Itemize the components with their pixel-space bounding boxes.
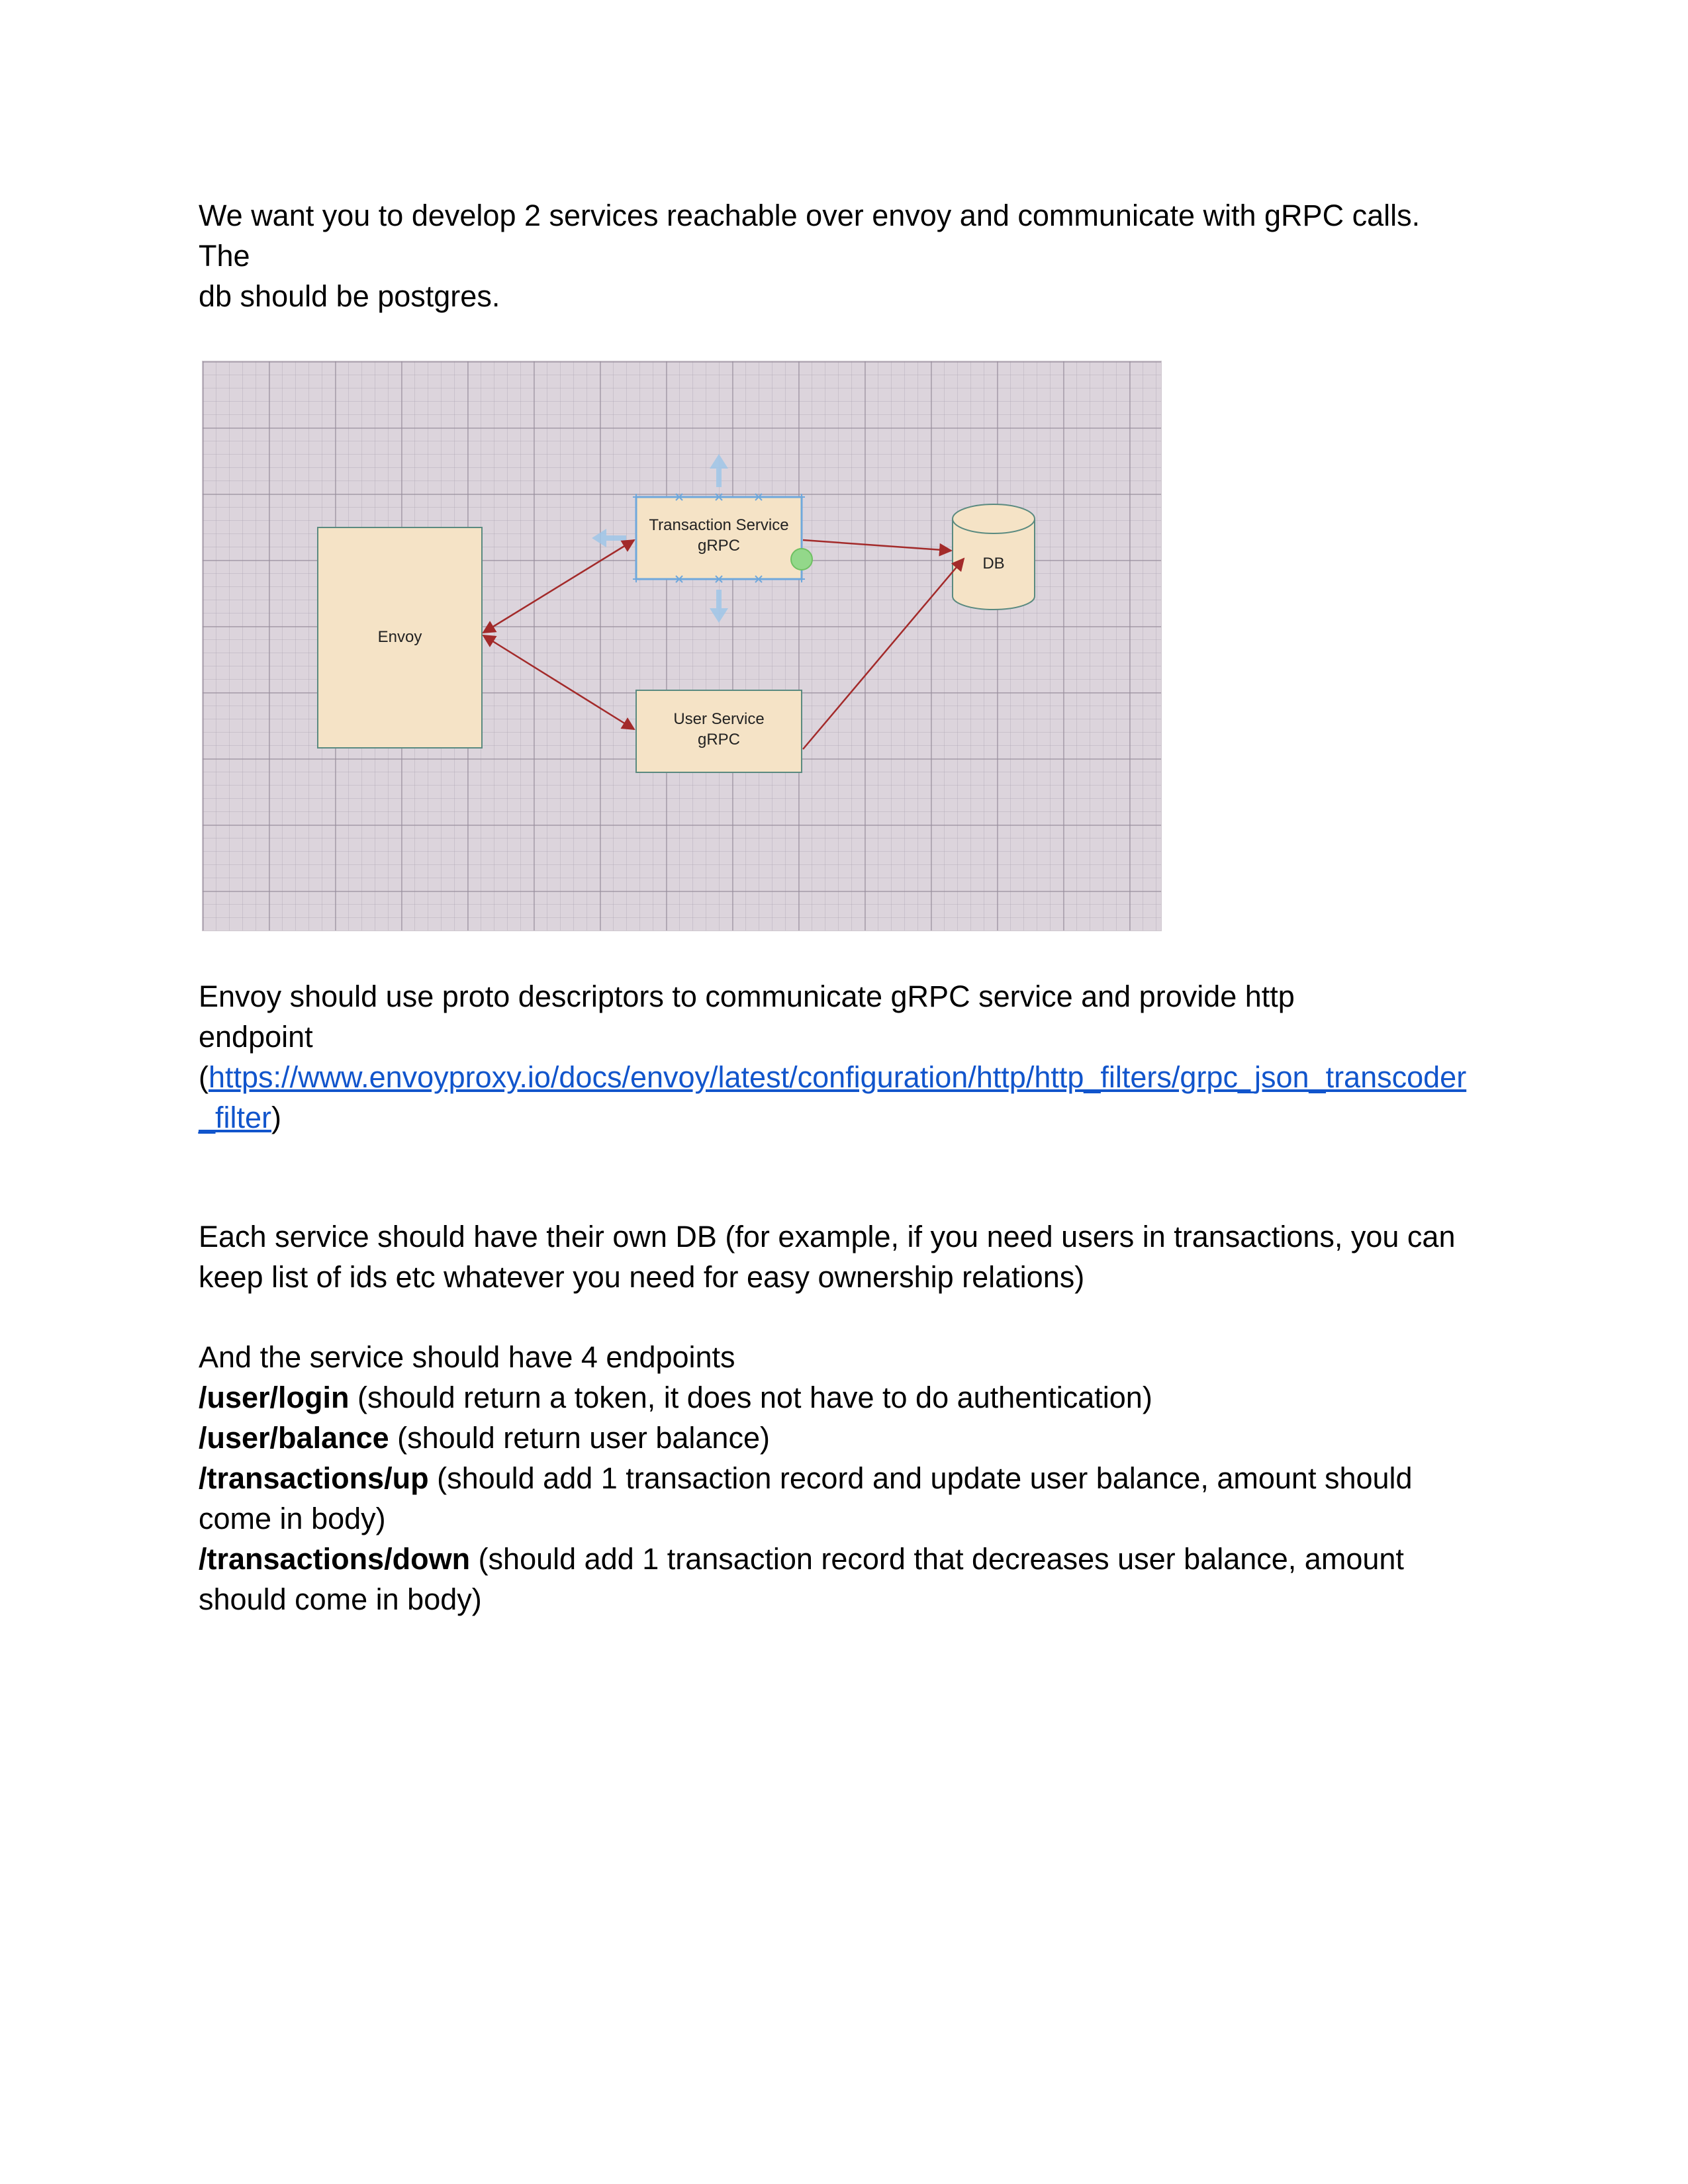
endpoint-desc: (should return a token, it does not have to do authentication) (349, 1381, 1152, 1414)
paren-open: ( (199, 1060, 209, 1094)
user-db-arrow (803, 559, 964, 749)
endpoint-down (199, 1539, 1509, 1579)
db-line-2: keep list of ids etc whatever you need for easy ownership relations) (199, 1260, 1085, 1294)
endpoint-up (199, 1458, 1509, 1498)
endpoint-path: /user/balance (199, 1421, 389, 1455)
endpoint-balance (199, 1418, 1509, 1458)
user-grpc-label: gRPC (697, 731, 741, 749)
envoy-line-4 (199, 1097, 1509, 1138)
intro-line-1: We want you to develop 2 services reachable over envoy and communicate with gRPC calls. (199, 199, 1421, 232)
endpoint-desc: (should add 1 transaction record and update user balance, amount should (428, 1461, 1413, 1495)
envoy-line-3 (199, 1057, 1509, 1097)
envoy-label: Envoy (377, 628, 422, 646)
transaction-db-arrow (803, 540, 951, 551)
envoy-line-2: endpoint (199, 1020, 313, 1054)
endpoint-login (199, 1377, 1509, 1418)
intro-paragraph (199, 195, 1509, 316)
db-line-1: Each service should have their own DB (for example, if you need users in transactions, you can (199, 1220, 1456, 1253)
intro-line-3: db should be postgres. (199, 279, 500, 313)
transcoder-link[interactable]: https://www.envoyproxy.io/docs/envoy/latest/configuration/http/http_filters/grpc_json_transcoder (209, 1060, 1467, 1094)
endpoint-path: /transactions/up (199, 1461, 429, 1495)
architecture-diagram (202, 361, 1162, 931)
envoy-paragraph (199, 976, 1509, 1138)
endpoint-down-cont: should come in body) (199, 1582, 482, 1616)
envoy-transaction-arrow (483, 540, 634, 633)
endpoints-paragraph (199, 1337, 1509, 1619)
endpoint-path: /user/login (199, 1381, 350, 1414)
endpoint-desc: (should return user balance) (389, 1421, 770, 1455)
transaction-service-label: Transaction Service (649, 516, 789, 534)
endpoint-desc: (should add 1 transaction record that decreases user balance, amount (470, 1542, 1404, 1576)
endpoints-intro: And the service should have 4 endpoints (199, 1340, 735, 1374)
db-paragraph (199, 1216, 1509, 1297)
connection-point-icon[interactable] (791, 549, 812, 570)
transcoder-link-continued[interactable]: _filter (199, 1101, 272, 1134)
diagram-canvas (203, 361, 1161, 931)
endpoint-path: /transactions/down (199, 1542, 471, 1576)
envoy-line-1: Envoy should use proto descriptors to communicate gRPC service and provide http (199, 979, 1295, 1013)
transaction-grpc-label: gRPC (697, 537, 741, 555)
endpoint-up-cont: come in body) (199, 1502, 386, 1535)
envoy-user-arrow (483, 635, 634, 729)
user-service-label: User Service (673, 710, 765, 728)
db-label: DB (982, 555, 1005, 572)
intro-line-2: The (199, 239, 250, 273)
paren-close: ) (271, 1101, 282, 1134)
